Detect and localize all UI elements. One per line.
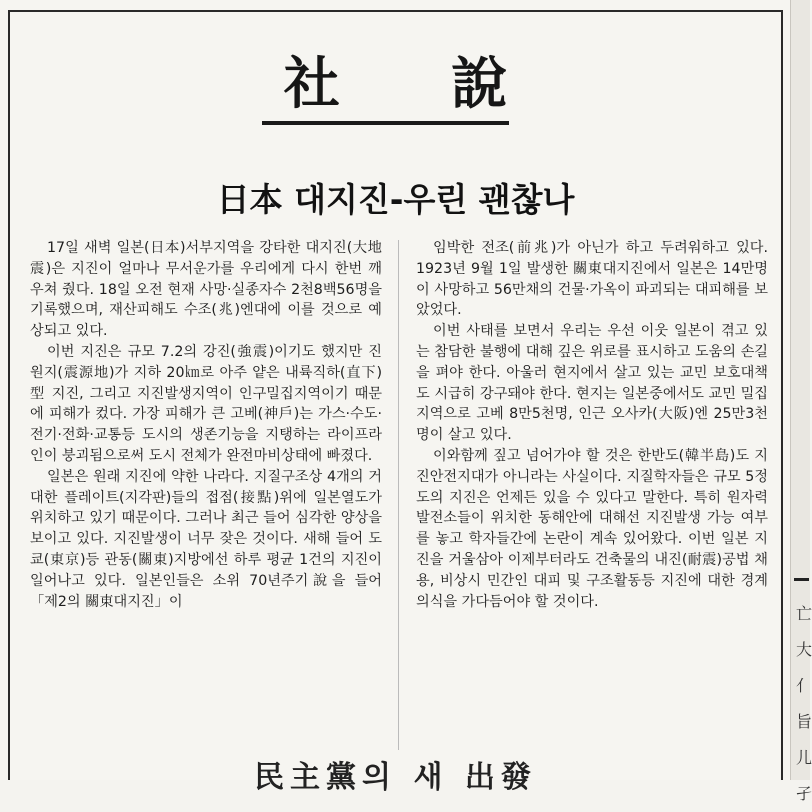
paragraph: 임박한 전조(前兆)가 아닌가 하고 두려워하고 있다. 1923년 9월 1일 발생한 關東대지진에서 일본은 14만명이 사망하고 56만채의 건물·가옥이 파괴되는 대피해를 보았었다. <box>416 240 768 319</box>
section-masthead: 社 說 <box>283 51 554 117</box>
paragraph: 17일 새벽 일본(日本)서부지역을 강타한 대지진(大地震)은 지진이 얼마나 무서운가를 우리에게 다시 한번 깨우쳐 줬다. 18일 오전 현재 사망·실종자수 2천8백56명을 기록했으며, 재산피해도 수조(兆)엔대에 이를 것으로 예상되고 있다. <box>30 240 382 340</box>
masthead-underline <box>262 121 509 125</box>
edge-glyph: 亻 <box>796 676 812 695</box>
edge-glyph: 亡 <box>796 604 812 623</box>
editorial-headline: 日本 대지진-우린 괜찮나 <box>216 180 575 219</box>
edge-glyph: 大 <box>796 640 812 659</box>
paragraph: 일본은 원래 지진에 약한 나라다. 지질구조상 4개의 거대한 플레이트(지각판)들의 접점(接點)위에 일본열도가 위치하고 있기 때문이다. 그러나 최근 들어 심각한 양상을 보이고 있다. 지진발생이 너무 잦은 것이다. 새해 들어 도쿄(東京)등 관동(關東)지방에선 하루 평균 1건의 지진이 일어나고 있다. 일본인들은 소위 70년주기說을 들어 「제2의 關東대지진」이 <box>30 468 382 610</box>
paragraph: 이와함께 짚고 넘어가야 할 것은 한반도(韓半島)도 지진안전지대가 아니라는 사실이다. 지질학자들은 규모 5정도의 지진은 언제든 있을 수 있다고 말한다. 특히 원자력발전소들이 위치한 동해안에 대해선 지진발생 가능 여부를 놓고 학자들간에 논란이 계속 있어왔다. 이번 일본 지진을 거울삼아 이제부터라도 건축물의 내진(耐震)공법 채용, 비상시 민간인 대피 및 구조활동등 지진에 대한 경계의식을 가다듬어야 할 것이다. <box>416 447 768 610</box>
text-column-left <box>30 238 382 758</box>
edge-glyph: 旨 <box>796 712 812 731</box>
frame-top-rule <box>8 10 783 12</box>
next-editorial-headline: 民主黨의 새 出發 <box>254 760 537 795</box>
paragraph: 이번 지진은 규모 7.2의 강진(強震)이기도 했지만 진원지(震源地)가 지하 20㎞로 아주 얕은 내륙직하(直下)型 지진, 그리고 지진발생지역이 인구밀집지역이기 때문에 피해가 컸다. 가장 피해가 큰 고베(神戶)는 가스·수도·전기·전화·교통등 도시의 생존기능을 지탱하는 라이프라인이 붕괴됨으로써 도시 전체가 완전마비상태에 빠졌다. <box>30 343 382 464</box>
text-column-right <box>416 238 768 758</box>
adjacent-column-glyphs <box>796 596 810 812</box>
adjacent-column-rule <box>794 578 809 581</box>
column-divider <box>398 240 399 750</box>
edge-glyph: 儿 <box>796 748 812 767</box>
frame-left-rule <box>8 10 10 780</box>
edge-glyph: 孑 <box>796 784 812 803</box>
frame-right-rule <box>781 10 783 780</box>
paragraph: 이번 사태를 보면서 우리는 우선 이웃 일본이 겪고 있는 참담한 불행에 대해 깊은 위로를 표시하고 도움의 손길을 펴야 한다. 아울러 현지에서 살고 있는 교민 보호대책도 시급히 강구돼야 한다. 현지는 일본중에서도 교민 밀집지역으로 고베 8만5천명, 인근 오사카(大阪)엔 25만3천명이 살고 있다. <box>416 323 768 444</box>
